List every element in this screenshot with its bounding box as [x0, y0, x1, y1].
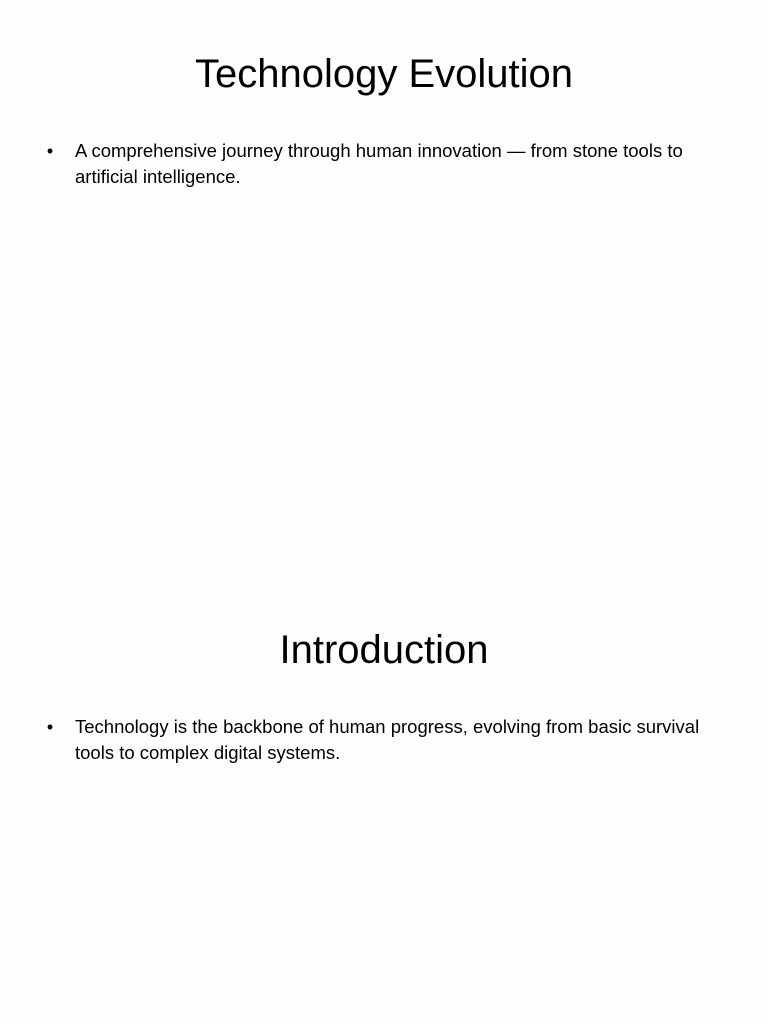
bullet-icon: • [46, 717, 54, 737]
bullet-item [40, 138, 720, 190]
slide-introduction [0, 576, 768, 1024]
bullet-text: A comprehensive journey through human innovation — from stone tools to artificial intelligence. [75, 140, 683, 187]
bullet-icon: • [46, 141, 54, 161]
slide-title: Technology Evolution [194, 52, 574, 96]
bullet-item [40, 714, 720, 766]
slide-title: Introduction [279, 628, 489, 672]
bullet-list [40, 714, 720, 766]
bullet-list [40, 138, 720, 190]
bullet-text: Technology is the backbone of human progress, evolving from basic survival tools to complex digital systems. [75, 716, 700, 763]
